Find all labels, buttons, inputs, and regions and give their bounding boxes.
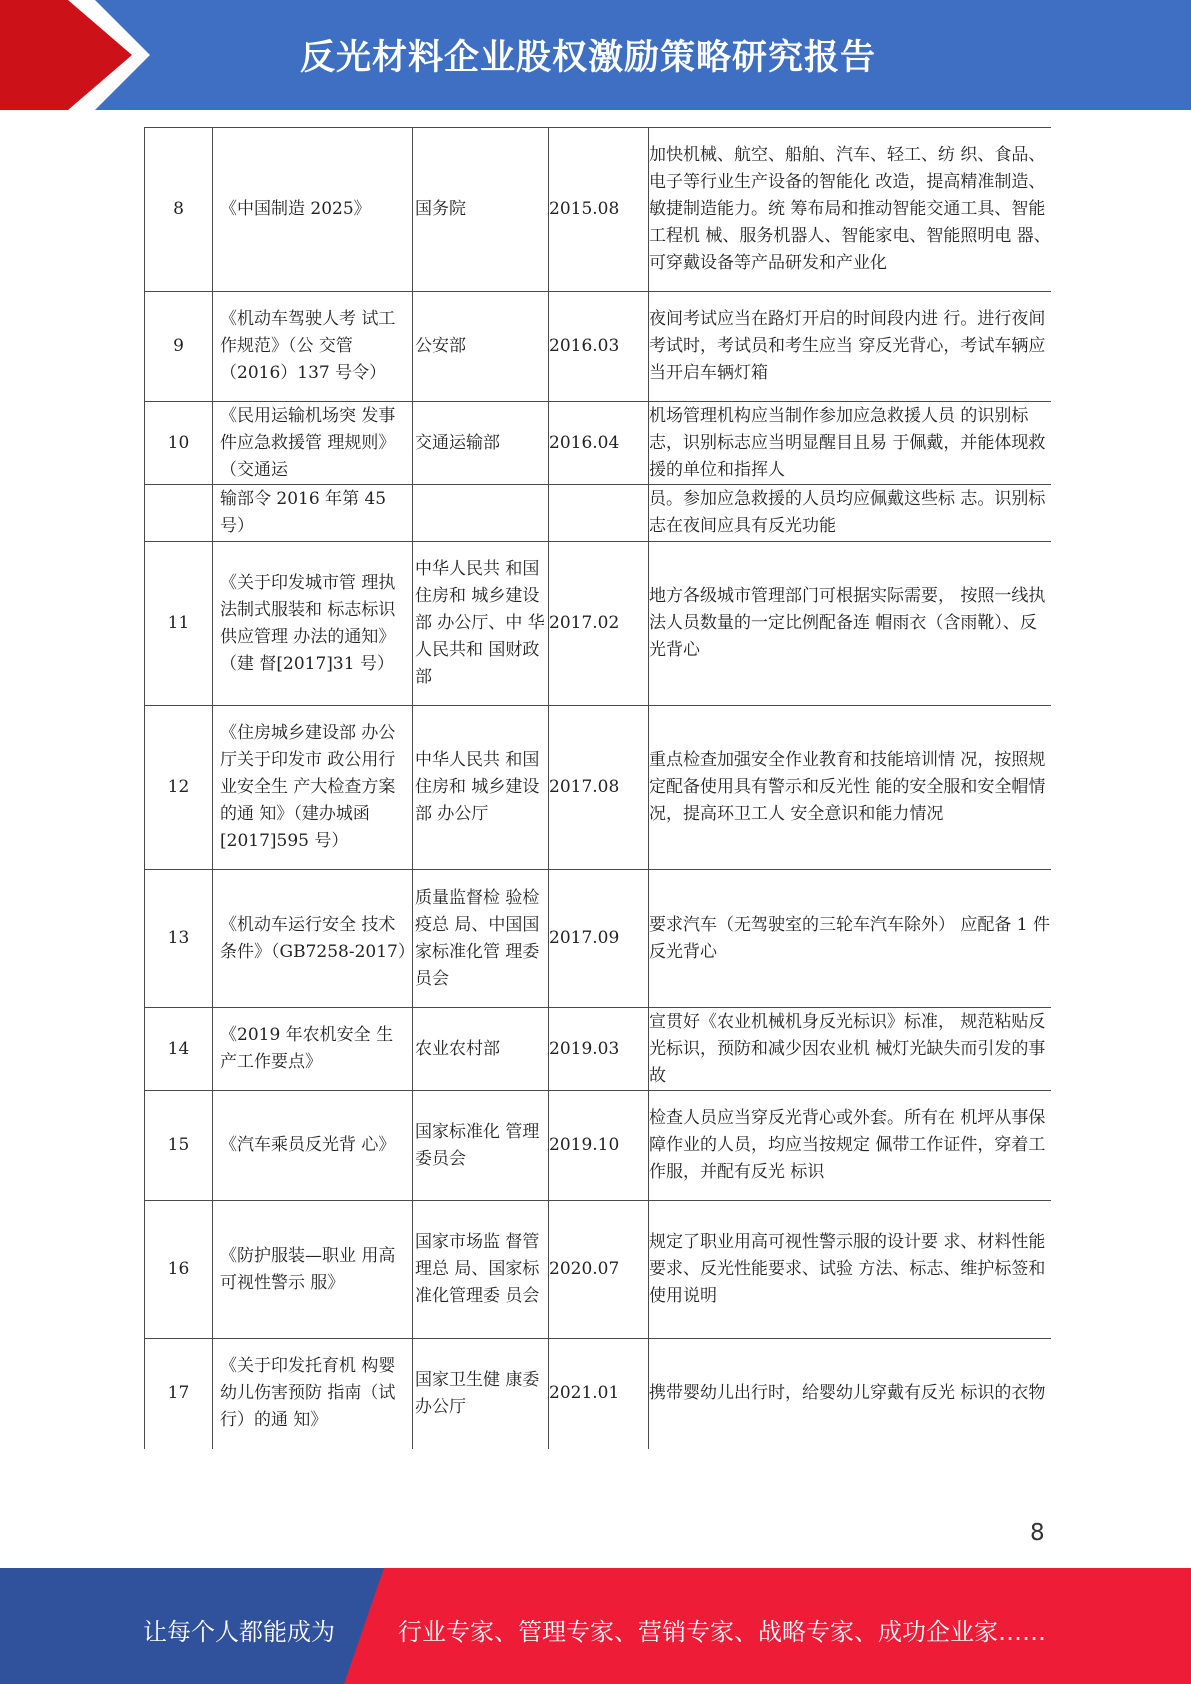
issue-date: 2017.02	[549, 542, 649, 706]
footer-slogan-right: 行业专家、管理专家、营销专家、战略专家、成功企业家……	[398, 1618, 1046, 1646]
row-number: 14	[145, 1008, 213, 1091]
issue-date: 2019.03	[549, 1008, 649, 1091]
policy-name: 《机动车运行安全 技术条件》（GB7258-2017）	[213, 870, 413, 1008]
issue-date: 2020.07	[549, 1201, 649, 1339]
table-row	[145, 1091, 1052, 1201]
issuing-agency: 国务院	[413, 128, 549, 292]
report-title: 反光材料企业股权激励策略研究报告	[300, 38, 877, 78]
policy-name: 《关于印发托育机 构婴幼儿伤害预防 指南（试行）的通 知》	[213, 1339, 413, 1449]
table-row	[145, 706, 1052, 870]
policy-name: 《关于印发城市管 理执法制式服装和 标志标识供应管理 办法的通知》（建 督[2017]31 号）	[213, 542, 413, 706]
footer-slogan-left: 让每个人都能成为	[143, 1618, 335, 1646]
issuing-agency: 中华人民共 和国住房和 城乡建设部 办公厅	[413, 706, 549, 870]
table-row	[145, 1201, 1052, 1339]
policy-content: 携带婴幼儿出行时，给婴幼儿穿戴有反光 标识的衣物	[649, 1339, 1052, 1449]
table-row	[145, 1008, 1052, 1091]
policy-content: 员。参加应急救援的人员均应佩戴这些标 志。识别标志在夜间应具有反光功能	[649, 485, 1052, 542]
issue-date	[549, 485, 649, 542]
row-number: 11	[145, 542, 213, 706]
row-number: 8	[145, 128, 213, 292]
issuing-agency: 国家标准化 管理委员会	[413, 1091, 549, 1201]
policy-name: 《住房城乡建设部 办公厅关于印发市 政公用行业安全生 产大检查方案的通 知》（建办城函 [2017]595 号）	[213, 706, 413, 870]
table-row	[145, 292, 1052, 402]
policy-name: 《民用运输机场突 发事件应急救援管 理规则》（交通运	[213, 402, 413, 485]
issuing-agency: 交通运输部	[413, 402, 549, 485]
row-number	[145, 485, 213, 542]
policy-table-wrapper	[144, 127, 1051, 1449]
policy-content: 地方各级城市管理部门可根据实际需要， 按照一线执法人员数量的一定比例配备连 帽雨衣（含雨靴）、反光背心	[649, 542, 1052, 706]
issuing-agency: 国家市场监 督管理总 局、国家标 准化管理委 员会	[413, 1201, 549, 1339]
row-number: 9	[145, 292, 213, 402]
table-row	[145, 402, 1052, 485]
table-row	[145, 128, 1052, 292]
policy-name: 《机动车驾驶人考 试工作规范》（公 交管（2016）137 号令）	[213, 292, 413, 402]
issue-date: 2017.08	[549, 706, 649, 870]
issuing-agency: 中华人民共 和国住房和 城乡建设部 办公厅、中 华人民共和 国财政部	[413, 542, 549, 706]
policy-table	[144, 127, 1051, 1449]
issue-date: 2019.10	[549, 1091, 649, 1201]
row-number: 12	[145, 706, 213, 870]
issue-date: 2016.04	[549, 402, 649, 485]
policy-content: 重点检查加强安全作业教育和技能培训情 况，按照规定配备使用具有警示和反光性 能的安全服和安全帽情况，提高环卫工人 安全意识和能力情况	[649, 706, 1052, 870]
issuing-agency	[413, 485, 549, 542]
page-number: 8	[1030, 1520, 1045, 1546]
table-row	[145, 870, 1052, 1008]
issuing-agency: 质量监督检 验检疫总 局、中国国 家标准化管 理委员会	[413, 870, 549, 1008]
issuing-agency: 公安部	[413, 292, 549, 402]
issue-date: 2015.08	[549, 128, 649, 292]
row-number: 15	[145, 1091, 213, 1201]
row-number: 16	[145, 1201, 213, 1339]
row-number: 10	[145, 402, 213, 485]
table-row	[145, 485, 1052, 542]
policy-name: 《2019 年农机安全 生产工作要点》	[213, 1008, 413, 1091]
policy-content: 检查人员应当穿反光背心或外套。所有在 机坪从事保障作业的人员，均应当按规定 佩带工作证件，穿着工作服，并配有反光 标识	[649, 1091, 1052, 1201]
row-number: 13	[145, 870, 213, 1008]
policy-name: 《中国制造 2025》	[213, 128, 413, 292]
policy-name: 输部令 2016 年第 45 号）	[213, 485, 413, 542]
table-row	[145, 1339, 1052, 1449]
table-row	[145, 542, 1052, 706]
policy-content: 机场管理机构应当制作参加应急救援人员 的识别标志，识别标志应当明显醒目且易 于佩戴，并能体现救援的单位和指挥人	[649, 402, 1052, 485]
policy-name: 《防护服装—职业 用高可视性警示 服》	[213, 1201, 413, 1339]
policy-content: 要求汽车（无驾驶室的三轮车汽车除外） 应配备 1 件反光背心	[649, 870, 1052, 1008]
policy-content: 宣贯好《农业机械机身反光标识》标准， 规范粘贴反光标识，预防和减少因农业机 械灯光缺失而引发的事故	[649, 1008, 1052, 1091]
policy-content: 规定了职业用高可视性警示服的设计要 求、材料性能要求、反光性能要求、试验 方法、标志、维护标签和使用说明	[649, 1201, 1052, 1339]
issue-date: 2021.01	[549, 1339, 649, 1449]
policy-content: 夜间考试应当在路灯开启的时间段内进 行。进行夜间考试时，考试员和考生应当 穿反光背心，考试车辆应当开启车辆灯箱	[649, 292, 1052, 402]
issuing-agency: 国家卫生健 康委办公厅	[413, 1339, 549, 1449]
policy-content: 加快机械、航空、船舶、汽车、轻工、纺 织、食品、电子等行业生产设备的智能化 改造，提高精准制造、敏捷制造能力。统 筹布局和推动智能交通工具、智能工程机 械、服务机器人、智能家电、智能照明电 器、可穿戴设备等产品研发和产业化	[649, 128, 1052, 292]
policy-name: 《汽车乘员反光背 心》	[213, 1091, 413, 1201]
issuing-agency: 农业农村部	[413, 1008, 549, 1091]
issue-date: 2016.03	[549, 292, 649, 402]
page-header	[0, 0, 1191, 110]
header-arrow-icon	[0, 0, 140, 110]
row-number: 17	[145, 1339, 213, 1449]
issue-date: 2017.09	[549, 870, 649, 1008]
